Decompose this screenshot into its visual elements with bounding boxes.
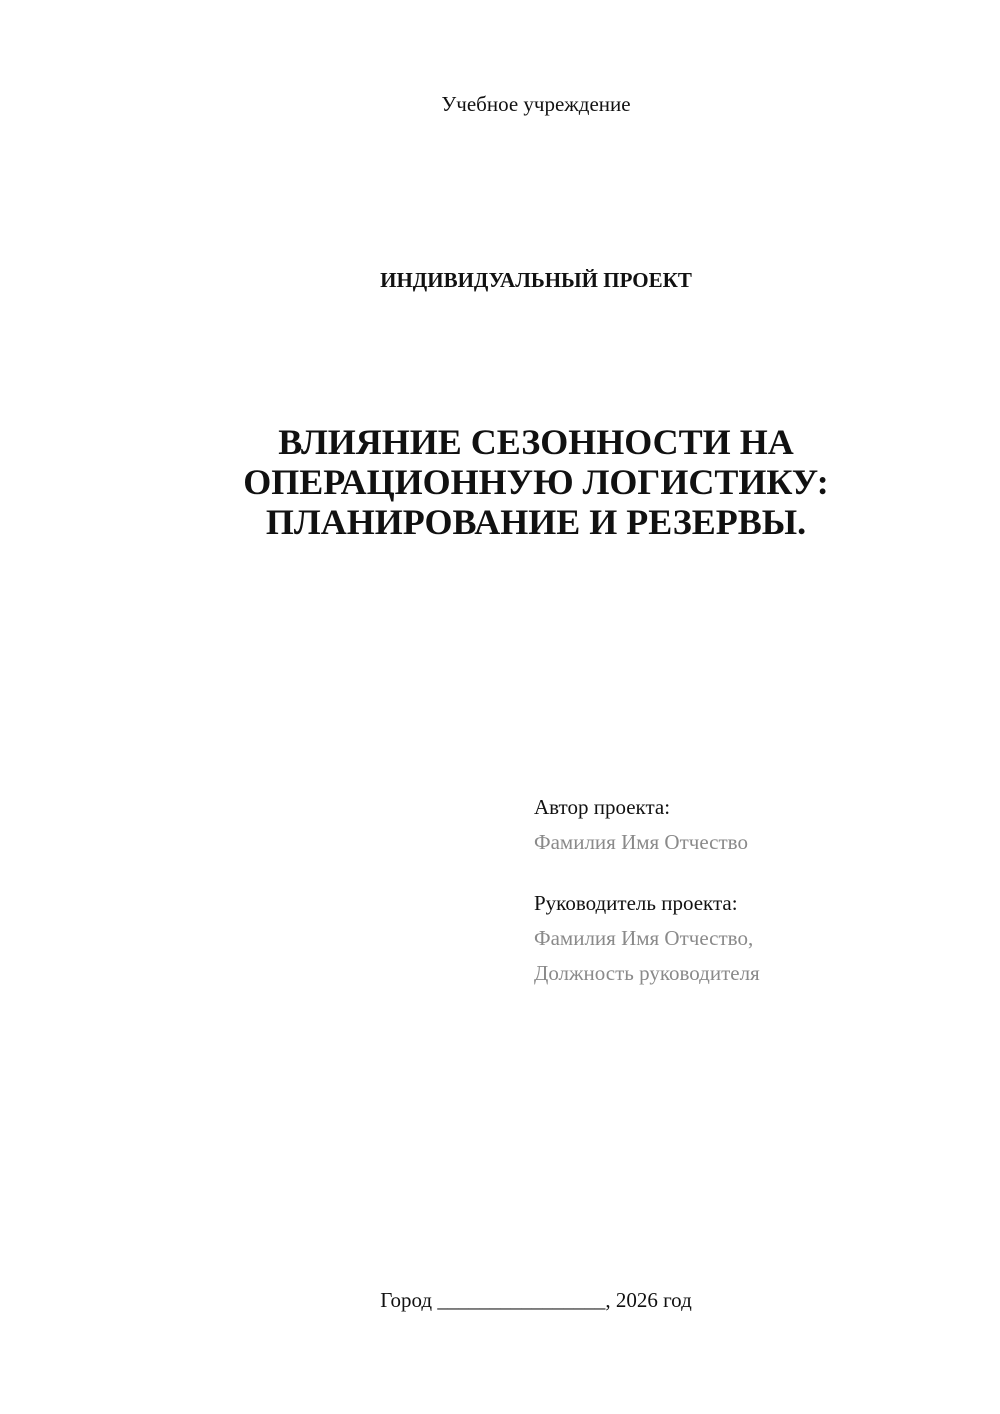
city-year-footer: Город ________________, 2026 год [380, 1288, 692, 1312]
project-title-line: ПЛАНИРОВАНИЕ И РЕЗЕРВЫ. [265, 502, 807, 542]
supervisor-name: Фамилия Имя Отчество, [534, 926, 754, 950]
document-type: ИНДИВИДУАЛЬНЫЙ ПРОЕКТ [380, 268, 692, 292]
project-title-line: ОПЕРАЦИОННУЮ ЛОГИСТИКУ: [243, 462, 829, 502]
project-title [186, 422, 886, 542]
institution-name: Учебное учреждение [441, 92, 631, 116]
author-label: Автор проекта: [534, 795, 671, 819]
supervisor-position: Должность руководителя [534, 961, 760, 985]
project-roles [534, 790, 964, 991]
supervisor-label: Руководитель проекта: [534, 891, 738, 915]
author-name: Фамилия Имя Отчество [534, 830, 748, 854]
project-title-line: ВЛИЯНИЕ СЕЗОННОСТИ НА [278, 422, 794, 462]
